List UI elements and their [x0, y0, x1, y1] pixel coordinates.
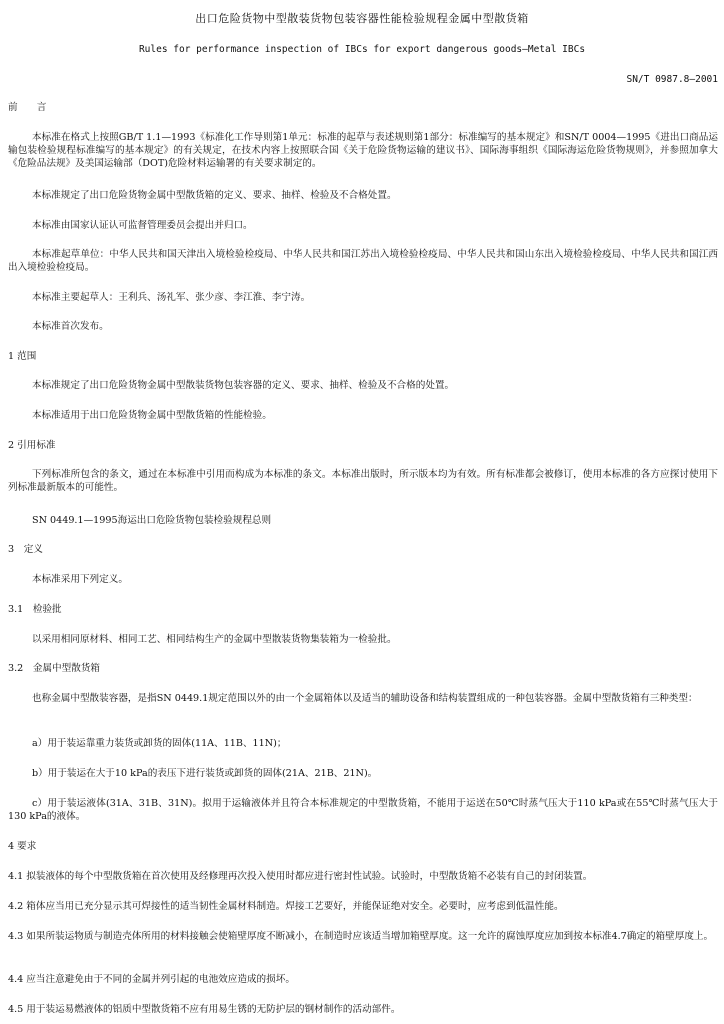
- foreword-paragraph: 本标准规定了出口危险货物金属中型散货箱的定义、要求、抽样、检验及不合格处置。: [32, 190, 397, 201]
- requirement-4-3: 4.3 如果所装运物质与制造壳体所用的材料接触会使箱壁厚度不断减小，在制造时应该适当增加箱壁厚度。这一允许的腐蚀厚度应加到按本标准4.7确定的箱壁厚度上。: [8, 931, 714, 942]
- normative-reference: SN 0449.1—1995海运出口危险货物包装检验规程总则: [32, 515, 272, 526]
- clause-3-2-text: 也称金属中型散装容器，是指SN 0449.1规定范围以外的由一个金属箱体以及适当的辅助设备和结构装置组成的一种包装容器。金属中型散货箱有三种类型：: [32, 693, 698, 704]
- list-item-b: b）用于装运在大于10 kPa的表压下进行装货或卸货的固体(21A、21B、21N)。: [32, 768, 378, 779]
- section-1-paragraph: 本标准规定了出口危险货物金属中型散装货物包装容器的定义、要求、抽样、检验及不合格的处置。: [32, 380, 455, 391]
- list-item-c: c）用于装运液体(31A、31B、31N)。拟用于运输液体并且符合本标准规定的中型散货箱，不能用于运送在50℃时蒸气压大于110 kPa或在55℃时蒸气压大于130 kPa的液体。: [8, 798, 718, 822]
- foreword-paragraph: 本标准在格式上按照GB/T 1.1—1993《标准化工作导则第1单元：标准的起草与表述规则第1部分：标准编写的基本规定》和SN/T 0004—1995《进出口商品运输包装检验规程标准编写的基本规定》的有关规定，在技术内容上按照联合国《关于危险货物运输的建议书》、国际海事组织《国际海运危险货物规则》，并参照加拿大《危险品法规》及美国运输部（DOT)危险材料运输署的有关要求制定的。: [8, 132, 718, 169]
- section-1-heading: 1 范围: [8, 351, 37, 362]
- standard-number: SN/T 0987.8—2001: [626, 74, 718, 85]
- foreword-paragraph: 本标准起草单位：中华人民共和国天津出入境检验检疫局、中华人民共和国江苏出入境检验检疫局、中华人民共和国山东出入境检验检疫局、中华人民共和国江西出入境检验检疫局。: [8, 249, 718, 273]
- requirement-4-2: 4.2 箱体应当用已充分显示其可焊接性的适当韧性金属材料制造。焊接工艺要好，并能保证绝对安全。必要时，应考虑到低温性能。: [8, 901, 564, 912]
- foreword-paragraph: 本标准首次发布。: [32, 321, 109, 332]
- clause-3-2-heading: 3.2 金属中型散货箱: [8, 663, 101, 674]
- requirement-4-4: 4.4 应当注意避免由于不同的金属并列引起的电池效应造成的损坏。: [8, 974, 295, 985]
- section-3-paragraph: 本标准采用下列定义。: [32, 574, 128, 585]
- foreword-paragraph: 本标准由国家认证认可监督管理委员会提出并归口。: [32, 220, 253, 231]
- document-subtitle: Rules for performance inspection of IBCs for export dangerous goods—Metal IBCs: [138, 44, 586, 55]
- clause-3-1-heading: 3.1 检验批: [8, 604, 62, 615]
- section-2-paragraph: 下列标准所包含的条文，通过在本标准中引用而构成为本标准的条文。本标准出版时，所示版本均为有效。所有标准都会被修订，使用本标准的各方应探讨使用下列标准最新版本的可能性。: [8, 469, 718, 493]
- requirement-4-1: 4.1 拟装液体的每个中型散货箱在首次使用及经修理再次投入使用时都应进行密封性试验。试验时，中型散货箱不必装有自己的封闭装置。: [8, 871, 593, 882]
- clause-3-1-text: 以采用相同原材料、相同工艺、相同结构生产的金属中型散装货物集装箱为一检验批。: [32, 634, 397, 645]
- foreword-heading: 前 言: [8, 102, 47, 113]
- section-1-paragraph: 本标准适用于出口危险货物金属中型散货箱的性能检验。: [32, 410, 272, 421]
- requirement-4-5: 4.5 用于装运易燃液体的铝质中型散货箱不应有用易生锈的无防护层的钢材制作的活动部件。: [8, 1004, 401, 1015]
- section-2-heading: 2 引用标准: [8, 440, 56, 451]
- list-item-a: a）用于装运靠重力装货或卸货的固体(11A、11B、11N)；: [32, 738, 287, 749]
- foreword-paragraph: 本标准主要起草人：王利兵、汤礼军、张少彦、李江淮、李宁涛。: [32, 292, 311, 303]
- document-title: 出口危险货物中型散装货物包装容器性能检验规程金属中型散货箱: [195, 12, 529, 25]
- section-4-heading: 4 要求: [8, 841, 37, 852]
- section-3-heading: 3 定义: [8, 544, 43, 555]
